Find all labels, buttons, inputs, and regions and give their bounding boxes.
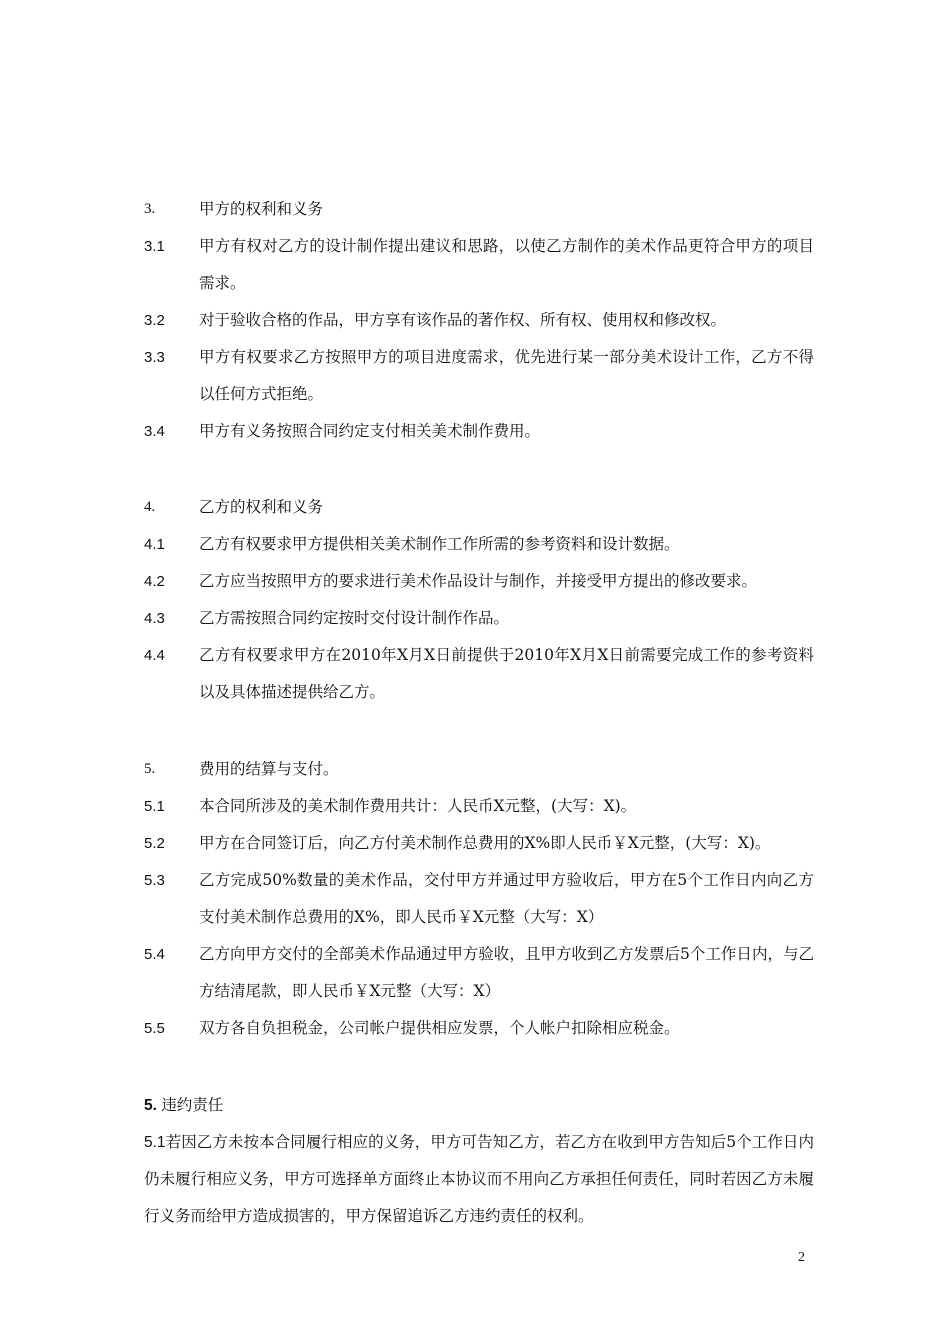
clause-item — [144, 339, 814, 413]
clause-text: 乙方需按照合同约定按时交付设计制作作品。 — [199, 609, 510, 627]
section-title: 乙方的权利和义务 — [199, 498, 324, 516]
clause-number: 3.2 — [144, 312, 165, 329]
clause-number: 5.2 — [144, 835, 165, 852]
section-title: 费用的结算与支付。 — [199, 760, 339, 778]
section-number: 3. — [144, 201, 156, 217]
clause-item — [144, 936, 814, 1010]
clause-item — [144, 526, 814, 563]
clause-number: 5.1 — [144, 798, 165, 815]
clause-item — [144, 1010, 814, 1047]
section-number: 5. — [144, 761, 156, 777]
clause-text: 甲方有义务按照合同约定支付相关美术制作费用。 — [199, 422, 541, 440]
breach-heading — [144, 1087, 814, 1124]
section-heading — [144, 191, 814, 228]
section-number: 4. — [144, 499, 156, 515]
clause-item — [144, 302, 814, 339]
clause-text: 甲方有权要求乙方按照甲方的项目进度需求，优先进行某一部分美术设计工作，乙方不得以任何方式拒绝。 — [199, 348, 814, 403]
breach-clause-number: 5.1 — [144, 1134, 166, 1151]
section-title: 甲方的权利和义务 — [199, 200, 324, 218]
clause-number: 3.1 — [144, 238, 165, 255]
section-5 — [144, 751, 814, 1047]
clause-item — [144, 228, 814, 302]
breach-clause — [144, 1124, 814, 1235]
clause-text: 甲方有权对乙方的设计制作提出建议和思路，以使乙方制作的美术作品更符合甲方的项目需求。 — [199, 237, 814, 292]
breach-clause-text: 若因乙方未按本合同履行相应的义务，甲方可告知乙方，若乙方在收到甲方告知后5个工作日内仍未履行相应义务，甲方可选择单方面终止本协议而不用向乙方承担任何责任，同时若因乙方未履行义务而给甲方造成损害的，甲方保留追诉乙方违约责任的权利。 — [144, 1133, 814, 1225]
clause-number: 3.4 — [144, 423, 165, 440]
section-4 — [144, 489, 814, 711]
clause-item — [144, 563, 814, 600]
section-3 — [144, 191, 814, 450]
clause-item — [144, 637, 814, 711]
clause-item — [144, 788, 814, 825]
clause-number: 4.2 — [144, 573, 165, 590]
clause-number: 4.1 — [144, 536, 165, 553]
clause-text: 乙方有权要求甲方在2010年X月X日前提供于2010年X月X日前需要完成工作的参考资料以及具体描述提供给乙方。 — [199, 646, 814, 701]
clause-item — [144, 862, 814, 936]
clause-item — [144, 413, 814, 450]
section-heading — [144, 489, 814, 526]
section-heading — [144, 751, 814, 788]
clause-text: 乙方完成50%数量的美术作品，交付甲方并通过甲方验收后，甲方在5个工作日内向乙方支付美术制作总费用的X%，即人民币￥X元整（大写：X） — [199, 871, 814, 926]
breach-title: 违约责任 — [161, 1096, 224, 1114]
clause-text: 双方各自负担税金，公司帐户提供相应发票，个人帐户扣除相应税金。 — [199, 1019, 680, 1037]
clause-text: 乙方有权要求甲方提供相关美术制作工作所需的参考资料和设计数据。 — [199, 535, 680, 553]
clause-item — [144, 825, 814, 862]
clause-text: 对于验收合格的作品，甲方享有该作品的著作权、所有权、使用权和修改权。 — [199, 311, 727, 329]
clause-number: 5.5 — [144, 1020, 165, 1037]
clause-text: 本合同所涉及的美术制作费用共计：人民币X元整，(大写：X)。 — [199, 797, 637, 815]
clause-number: 3.3 — [144, 349, 165, 366]
clause-item — [144, 600, 814, 637]
clause-number: 4.4 — [144, 647, 165, 664]
breach-number: 5. — [144, 1097, 157, 1114]
clause-text: 甲方在合同签订后，向乙方付美术制作总费用的X%即人民币￥X元整，(大写：X)。 — [199, 834, 771, 852]
clause-number: 4.3 — [144, 610, 165, 627]
page-number: 2 — [798, 1250, 805, 1265]
clause-number: 5.4 — [144, 946, 165, 963]
clause-number: 5.3 — [144, 872, 165, 889]
breach-section — [144, 1087, 814, 1235]
clause-text: 乙方向甲方交付的全部美术作品通过甲方验收，且甲方收到乙方发票后5个工作日内，与乙方结清尾款，即人民币￥X元整（大写：X） — [199, 945, 814, 1000]
clause-text: 乙方应当按照甲方的要求进行美术作品设计与制作，并接受甲方提出的修改要求。 — [199, 572, 758, 590]
